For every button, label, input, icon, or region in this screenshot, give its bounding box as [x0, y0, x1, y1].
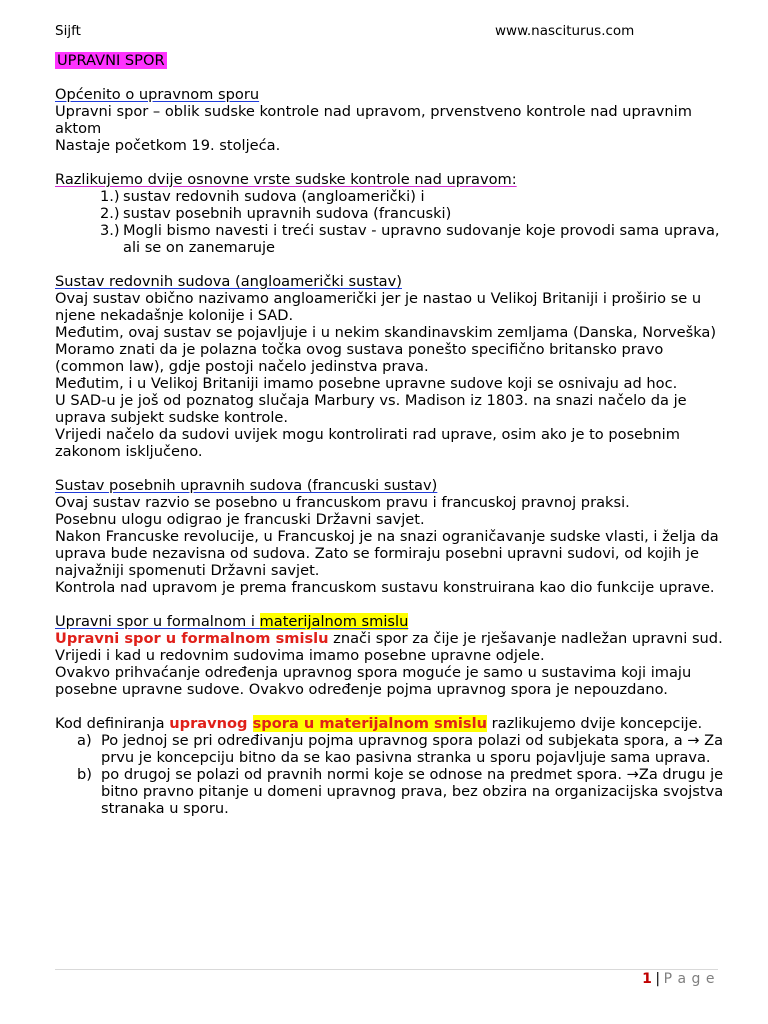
list-item: 2.) sustav posebnih upravnih sudova (francuski): [100, 205, 452, 222]
paragraph: Međutim, ovaj sustav se pojavljuje i u nekim skandinavskim zemljama (Danska, Norveška): [55, 324, 717, 341]
paragraph: Ovaj sustav razvio se posebno u francuskom pravu i francuskoj pravnoj praksi.: [55, 494, 630, 511]
list-item: a) Po jednoj se pri određivanju pojma upravnog spora polazi od subjekata spora, a → Za prvu je koncepciju bitno da se kao pasivna stranka u sporu pojavljuje sama uprava.: [77, 732, 724, 766]
header-website: www.nasciturus.com: [495, 23, 635, 39]
paragraph: Posebnu ulogu odigrao je francuski Državni savjet.: [55, 511, 425, 528]
page-label: P a g e: [663, 971, 715, 987]
section-heading-opcenito: Općenito o upravnom sporu: [55, 86, 260, 103]
paragraph: U SAD-u je još od poznatog slučaja Marbury vs. Madison iz 1803. na snazi načelo da je uprava subjekt sudske kontrole.: [55, 392, 687, 426]
paragraph: Moramo znati da je polazna točka ovog sustava ponešto specifično britansko pravo (common law), gdje postoji načelo jedinstva prava.: [55, 341, 664, 375]
numbered-list: [55, 188, 725, 256]
paragraph: Ovaj sustav obično nazivamo angloamerički jer je nastao u Velikoj Britaniji i proširio se u njene nekadašnje kolonije i SAD.: [55, 290, 702, 324]
page-footer: [642, 971, 715, 988]
footer-separator: |: [655, 971, 661, 987]
footer-divider: [55, 969, 718, 970]
paragraph: Vrijedi načelo da sudovi uvijek mogu kontrolirati rad uprave, osim ako je to posebnim zakonom isključeno.: [55, 426, 680, 460]
document-title: UPRAVNI SPOR: [57, 52, 165, 69]
list-item: 3.) Mogli bismo navesti i treći sustav - upravno sudovanje koje provodi sama uprava, ali se on zanemaruje: [100, 222, 720, 256]
section-heading-vrste: Razlikujemo dvije osnovne vrste sudske kontrole nad upravom:: [55, 171, 517, 188]
section-heading-posebni: Sustav posebnih upravnih sudova (francuski sustav): [55, 477, 438, 494]
paragraph: Kod definiranja upravnog spora u materijalnom smislu razlikujemo dvije koncepcije.: [55, 715, 703, 732]
lettered-list: [55, 732, 725, 817]
section-heading-smisao: Upravni spor u formalnom i materijalnom smislu: [55, 613, 409, 630]
paragraph: Nastaje početkom 19. stoljeća.: [55, 137, 281, 154]
list-item: b) po drugoj se polazi od pravnih normi koje se odnose na predmet spora. →Za drugu je bitno pravno pitanje u domeni upravnog prava, bez obzira na organizacijska svojstva stranaka u sporu.: [77, 766, 724, 817]
paragraph: Kontrola nad upravom je prema francuskom sustavu konstruirana kao dio funkcije uprave.: [55, 579, 715, 596]
list-item: 1.) sustav redovnih sudova (angloamerički) i: [100, 188, 425, 205]
document-body: [55, 52, 725, 817]
paragraph: Međutim, i u Velikoj Britaniji imamo posebne upravne sudove koji se osnivaju ad hoc.: [55, 375, 678, 392]
header-author: Sijft: [55, 23, 81, 39]
paragraph: Upravni spor u formalnom smislu znači spor za čije je rješavanje nadležan upravni sud.: [55, 630, 723, 647]
paragraph: Upravni spor – oblik sudske kontrole nad upravom, prvenstveno kontrole nad upravnim aktom: [55, 103, 692, 137]
paragraph: Ovakvo prihvaćanje određenja upravnog spora moguće je samo u sustavima koji imaju posebne upravne sudove. Ovakvo određenje pojma upravnog spora je nepouzdano.: [55, 664, 692, 698]
section-heading-redovni: Sustav redovnih sudova (angloamerički sustav): [55, 273, 402, 290]
page-number: 1: [642, 971, 653, 987]
paragraph: Vrijedi i kad u redovnim sudovima imamo posebne upravne odjele.: [55, 647, 545, 664]
paragraph: Nakon Francuske revolucije, u Francuskoj je na snazi ograničavanje sudske vlasti, i želja da uprava bude nezavisna od sudova. Zato se formiraju posebni upravni sudovi, od kojih je najvažniji spomenuti Državni savjet.: [55, 528, 719, 579]
